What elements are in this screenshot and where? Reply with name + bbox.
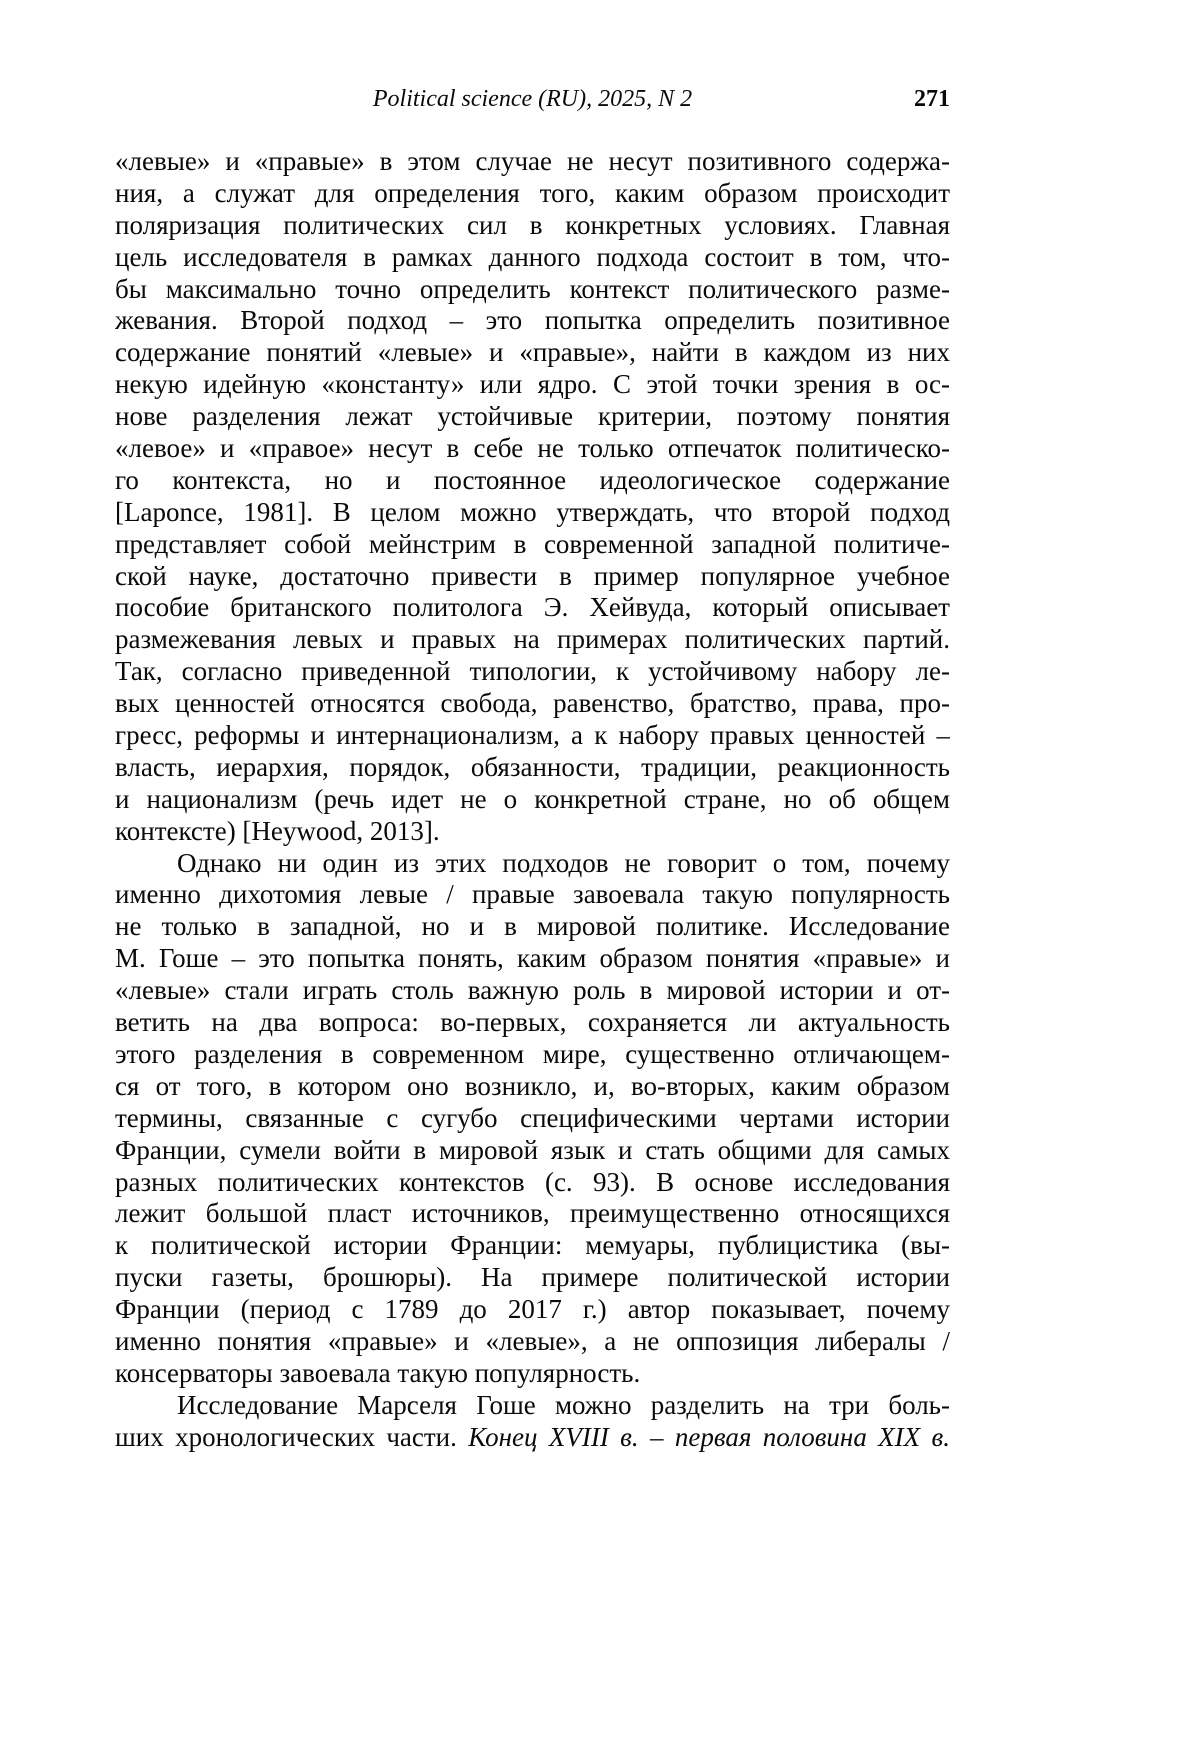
text-line — [115, 465, 950, 497]
text-line — [115, 1071, 950, 1103]
text-line — [115, 433, 950, 465]
text-segment: пособие британского политолога Э. Хейвуда, который описывает — [115, 592, 950, 623]
text-line — [115, 529, 950, 561]
text-segment: именно дихотомия левые / правые завоевала такую популярность — [115, 879, 950, 910]
text-segment: и национализм (речь идет не о конкретной стране, но об общем — [115, 783, 950, 814]
text-line — [115, 1230, 950, 1262]
text-line — [115, 401, 950, 433]
text-segment: Франции (период с 1789 до 2017 г.) автор показывает, почему — [115, 1294, 950, 1325]
text-line — [115, 210, 950, 242]
text-segment: консерваторы завоевала такую популярность. — [115, 1357, 641, 1388]
text-line — [115, 720, 950, 752]
text-line — [115, 1103, 950, 1135]
text-segment: ской науке, достаточно привести в пример популярное учебное — [115, 560, 950, 591]
text-segment: Франции, сумели войти в мировой язык и стать общими для самых — [115, 1134, 950, 1165]
text-line — [115, 178, 950, 210]
text-line — [115, 1167, 950, 1199]
text-line — [115, 274, 950, 306]
text-line — [115, 624, 950, 656]
text-line — [115, 561, 950, 593]
text-line — [115, 784, 950, 816]
text-line — [115, 911, 950, 943]
text-line — [115, 816, 950, 848]
text-line — [115, 497, 950, 529]
text-segment: термины, связанные с сугубо специфическими чертами истории — [115, 1102, 950, 1133]
text-line — [115, 242, 950, 274]
text-segment: именно понятия «правые» и «левые», а не оппозиция либералы / — [115, 1325, 950, 1356]
text-line — [115, 369, 950, 401]
text-line — [115, 656, 950, 688]
text-line — [115, 305, 950, 337]
text-segment: нове разделения лежат устойчивые критерии, поэтому понятия — [115, 401, 950, 432]
text-segment: «левые» и «правые» в этом случае не несут позитивного содержа- — [115, 146, 950, 176]
text-segment: ветить на два вопроса: во-первых, сохраняется ли актуальность — [115, 1007, 950, 1038]
text-segment: размежевания левых и правых на примерах политических партий. — [115, 624, 950, 655]
text-line — [115, 592, 950, 624]
text-segment: некую идейную «константу» или ядро. С этой точки зрения в ос- — [115, 369, 950, 400]
italic-text-segment: Конец XVIII в. – первая половина XIX в. — [468, 1421, 950, 1452]
text-line — [115, 975, 950, 1007]
text-segment: [Laponce, 1981]. В целом можно утверждать, что второй подход — [115, 496, 950, 527]
text-segment: го контекста, но и постоянное идеологическое содержание — [115, 464, 950, 495]
text-line — [115, 1198, 950, 1230]
body-text — [115, 146, 950, 1454]
text-line — [115, 943, 950, 975]
text-segment: Так, согласно приведенной типологии, к устойчивому набору ле- — [115, 656, 950, 687]
text-line — [115, 1390, 950, 1422]
text-line — [115, 146, 950, 178]
text-segment: Исследование Марселя Гоше можно разделить на три боль- — [177, 1389, 950, 1420]
text-line — [115, 688, 950, 720]
text-segment: жевания. Второй подход – это попытка определить позитивное — [115, 305, 950, 336]
page-header — [115, 84, 950, 116]
text-segment: этого разделения в современном мире, существенно отличающем- — [115, 1038, 950, 1069]
text-segment: контексте) [Heywood, 2013]. — [115, 815, 440, 846]
text-line — [115, 1422, 950, 1454]
text-segment: представляет собой мейнстрим в современной западной политиче- — [115, 528, 950, 559]
text-segment: ния, а служат для определения того, каким образом происходит — [115, 177, 950, 208]
text-segment: разных политических контекстов (с. 93). В основе исследования — [115, 1166, 950, 1197]
text-line — [115, 1358, 950, 1390]
text-line — [115, 337, 950, 369]
text-segment: власть, иерархия, порядок, обязанности, традиции, реакционность — [115, 751, 950, 782]
text-line — [115, 752, 950, 784]
text-line — [115, 879, 950, 911]
page-number: 271 — [914, 86, 950, 112]
text-segment: бы максимально точно определить контекст политического разме- — [115, 273, 950, 304]
text-line — [115, 848, 950, 880]
text-segment: ших хронологических части. — [115, 1421, 469, 1452]
text-line — [115, 1326, 950, 1358]
text-segment: ся от того, в котором оно возникло, и, во-вторых, каким образом — [115, 1070, 950, 1101]
text-segment: содержание понятий «левые» и «правые», найти в каждом из них — [115, 337, 950, 368]
text-segment: поляризация политических сил в конкретных условиях. Главная — [115, 209, 950, 240]
text-segment: М. Гоше – это попытка понять, каким образом понятия «правые» и — [115, 943, 950, 974]
text-line — [115, 1039, 950, 1071]
text-line — [115, 1294, 950, 1326]
journal-title: Political science (RU), 2025, N 2 — [372, 86, 693, 112]
text-segment: лежит большой пласт источников, преимущественно относящихся — [115, 1198, 950, 1229]
text-segment: цель исследователя в рамках данного подхода состоит в том, что- — [115, 241, 950, 272]
text-segment: не только в западной, но и в мировой политике. Исследование — [115, 911, 950, 942]
text-segment: гресс, реформы и интернационализм, а к набору правых ценностей – — [115, 720, 950, 751]
text-line — [115, 1262, 950, 1294]
text-line — [115, 1135, 950, 1167]
text-segment: Однако ни один из этих подходов не говорит о том, почему — [177, 847, 950, 878]
text-line — [115, 1007, 950, 1039]
text-segment: вых ценностей относятся свобода, равенство, братство, права, про- — [115, 688, 950, 719]
text-segment: пуски газеты, брошюры). На примере политической истории — [115, 1262, 950, 1293]
text-segment: «левое» и «правое» несут в себе не только отпечаток политическо- — [115, 433, 950, 464]
text-segment: «левые» стали играть столь важную роль в мировой истории и от- — [115, 975, 950, 1006]
text-segment: к политической истории Франции: мемуары, публицистика (вы- — [115, 1230, 950, 1261]
